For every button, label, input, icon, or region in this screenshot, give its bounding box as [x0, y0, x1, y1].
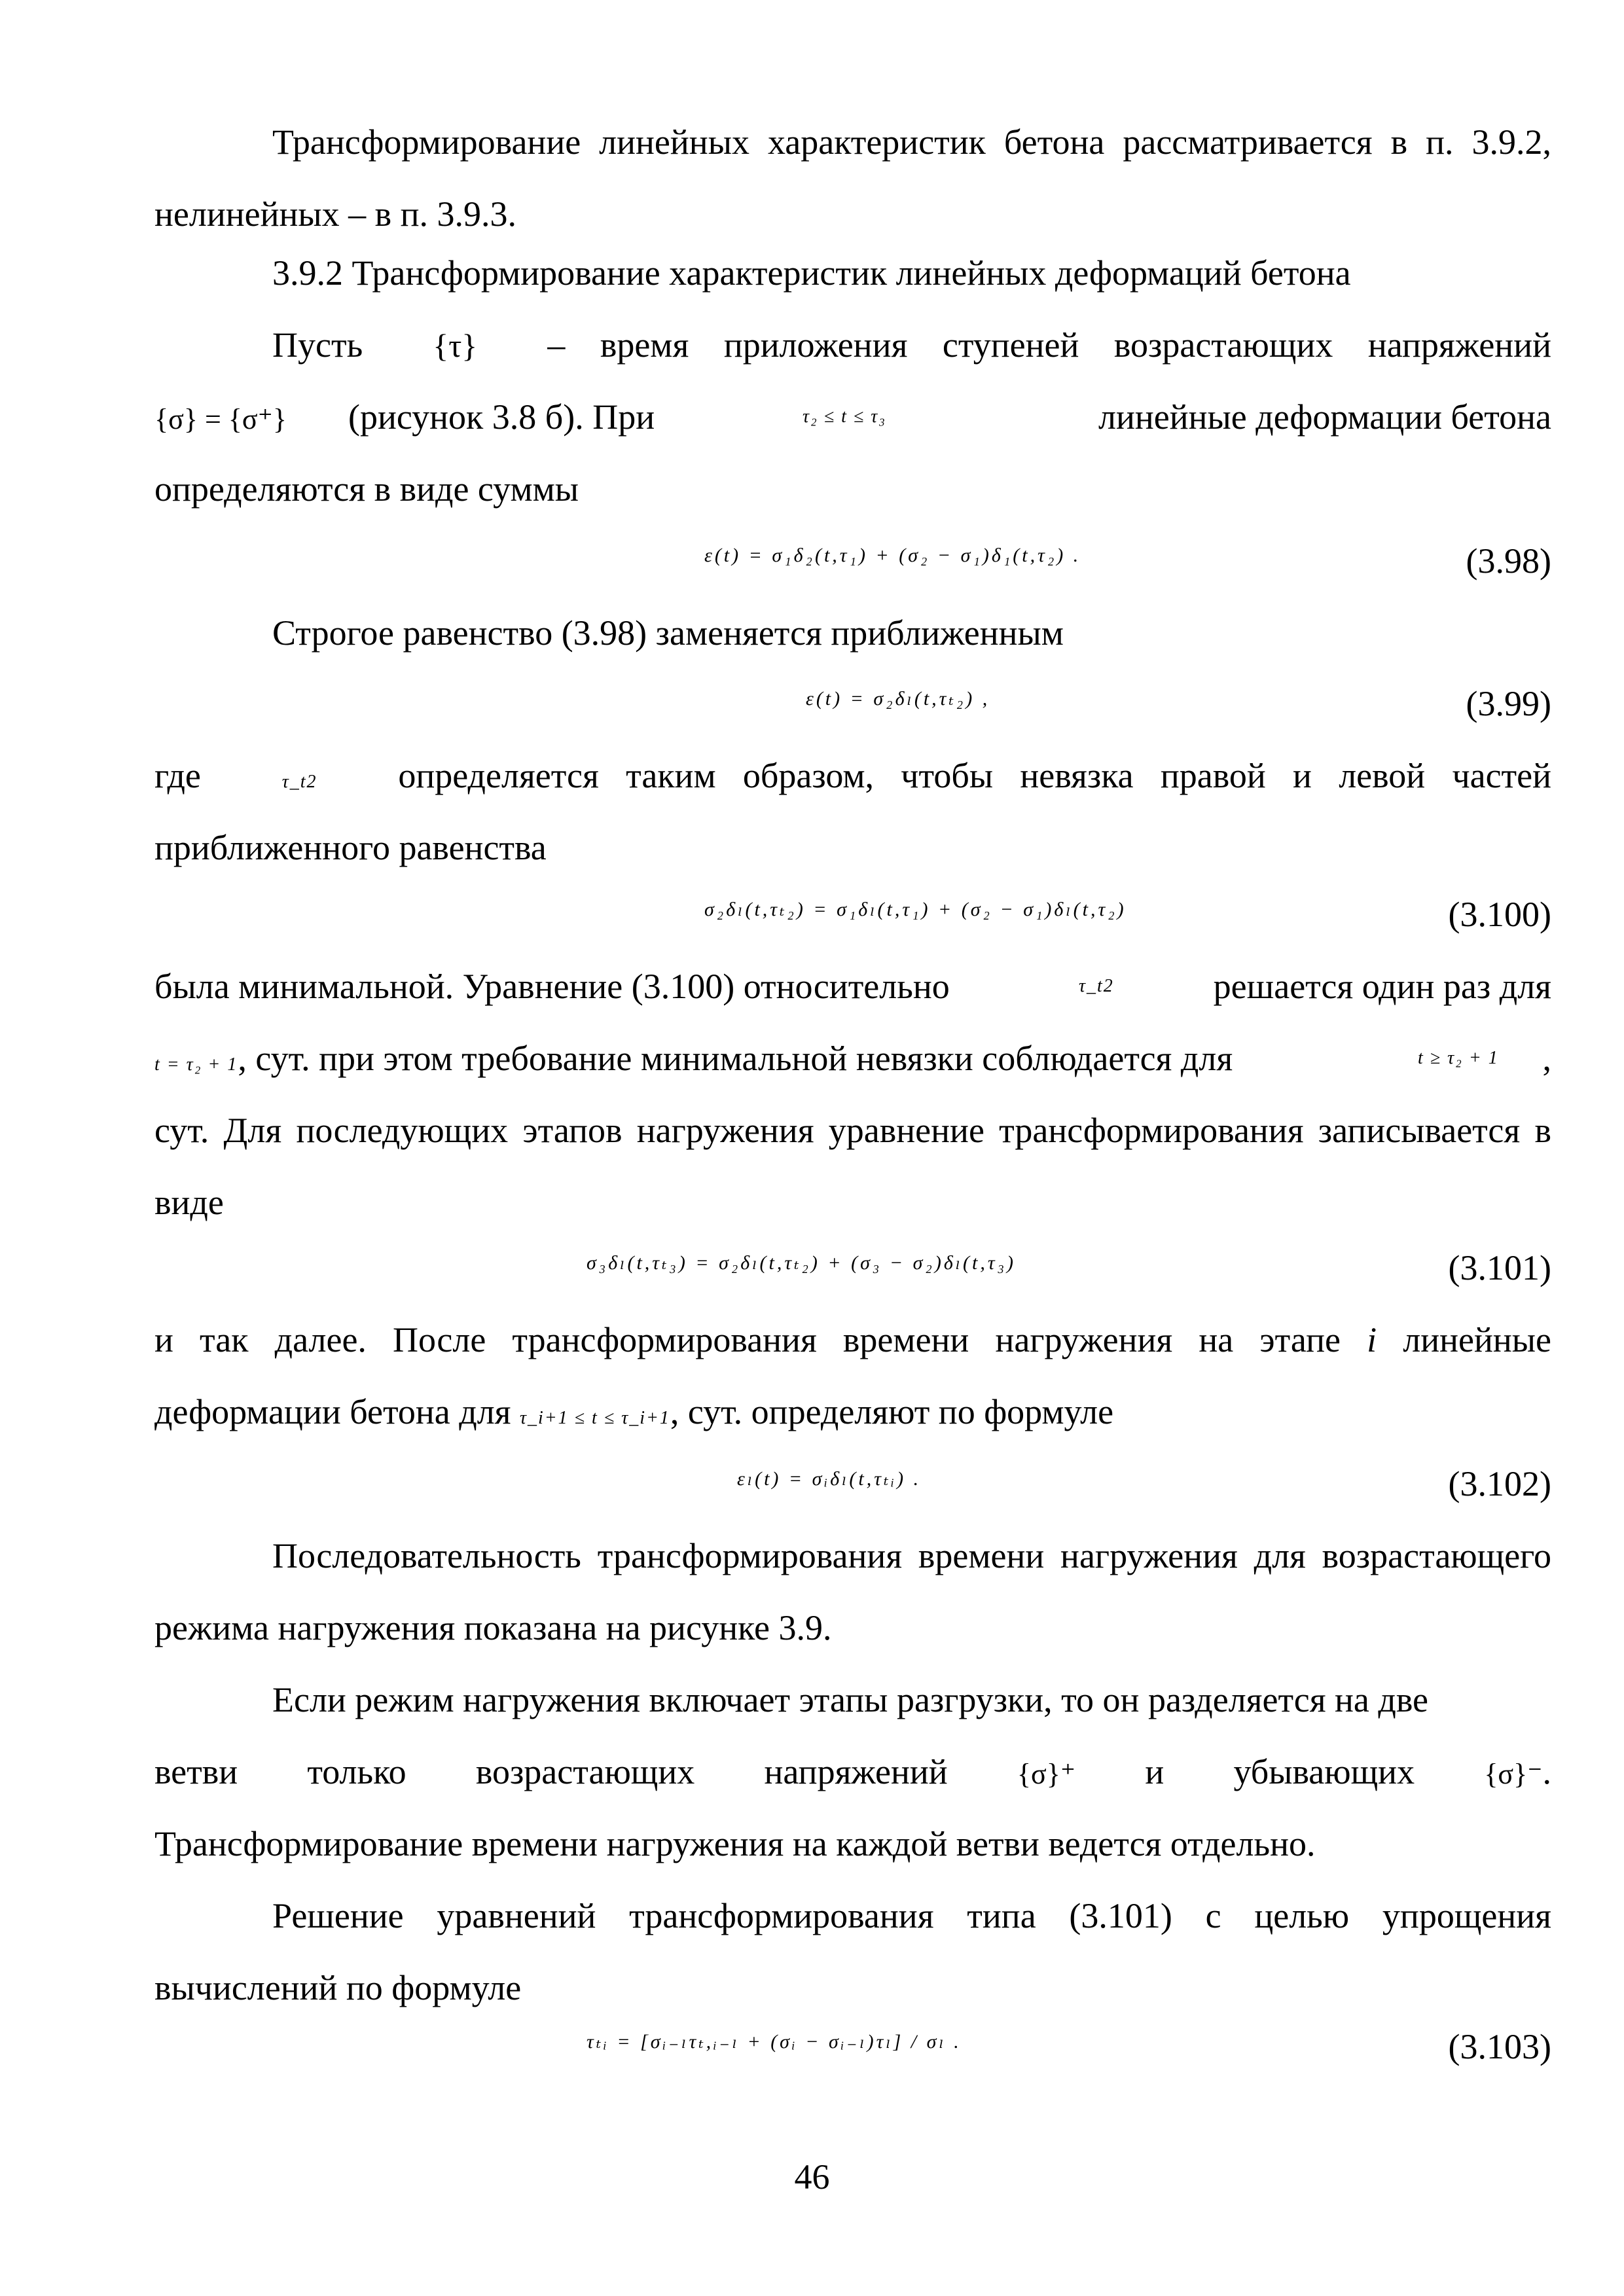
sigma-plus-math: {σ}⁺ [1017, 1758, 1076, 1790]
p6-text-b: линейные [1403, 1320, 1552, 1359]
page-number: 46 [794, 2157, 830, 2197]
equation-3-98 [154, 531, 1551, 590]
equation-3-100-body: σ₂δₗ(t,τₜ₂) = σ₁δₗ(t,τ₁) + (σ₂ − σ₁)δₗ(t,τ₂) [704, 899, 1127, 920]
equation-3-102 [154, 1454, 1551, 1513]
p6-text-c: деформации бетона для [154, 1392, 511, 1431]
tau-t2-math-2: τ_t2 [1079, 976, 1114, 996]
paragraph-4-line-2: приближенного равенства [154, 828, 547, 867]
p6-text-a: и так далее. После трансформирования времени нагружения на этапе [154, 1320, 1341, 1359]
tau-t2-math: τ_t2 [281, 772, 317, 792]
p5-text-b: решается один раз для [1213, 967, 1551, 1006]
sigma-minus-math: {σ}⁻ [1484, 1758, 1543, 1790]
p4-text-b-start: определяется таким образом, чтобы невязка правой и левой частей [398, 756, 1551, 795]
p6-text-d: , сут. определяют по формуле [670, 1392, 1114, 1431]
paragraph-6-line-1 [154, 1304, 1551, 1376]
equation-3-98-body: ε(t) = σ₁δ₂(t,τ₁) + (σ₂ − σ₁)δ₁(t,τ₂) . [704, 545, 1081, 566]
equation-3-103-number: (3.103) [1448, 2027, 1551, 2066]
tau-set-math: {τ} [433, 327, 478, 364]
paragraph-5-line-2 [154, 1022, 1551, 1101]
equation-3-103-body: τₜᵢ = [σᵢ₋ₗτₜ,ᵢ₋ₗ + (σᵢ − σᵢ₋ₗ)τₗ] / σₗ . [586, 2031, 962, 2053]
paragraph-4-line-1 [154, 740, 1551, 818]
paragraph-2-line-3 [154, 453, 1551, 525]
paragraph-2-line-2 [154, 381, 1551, 456]
paragraph-9: Решение уравнений трансформирования типа (3.101) с целью упрощения вычислений по формуле [154, 1896, 1551, 2007]
paragraph-8-line-2: ветви только возрастающих напряжений {σ}⁺ и убывающих {σ}⁻. [154, 1752, 1551, 1791]
p2-text-d: линейные деформации бетона [1098, 397, 1551, 437]
sigma-set-math: {σ} = {σ⁺} [154, 403, 287, 435]
equation-3-99 [154, 674, 1551, 733]
equation-3-101-body: σ₃δₗ(t,τₜ₃) = σ₂δₗ(t,τₜ₂) + (σ₃ − σ₂)δₗ(t,τ₃) [586, 1252, 1017, 1274]
section-heading: 3.9.2 Трансформирование характеристик линейных деформаций бетона [272, 253, 1351, 293]
p2-text-b: – время приложения ступеней возрастающих напряжений [547, 325, 1552, 365]
paragraph-6-line-2 [154, 1376, 1551, 1454]
paragraph-2-line-1 [154, 309, 1551, 382]
equation-3-101-number: (3.101) [1448, 1248, 1551, 1287]
p2-text-a: Пусть [272, 325, 363, 365]
paragraph-5-line-1 [154, 950, 1551, 1022]
equation-3-103 [154, 2017, 1551, 2076]
equation-3-98-number: (3.98) [1466, 541, 1551, 581]
paragraph-5-line-3: сут. Для последующих этапов нагружения уравнение трансформирования записывается в виде [154, 1111, 1551, 1222]
paragraph-8-line-3: Трансформирование времени нагружения на каждой ветви ведется отдельно. [154, 1824, 1316, 1863]
p8-text-b: и убывающих [1145, 1752, 1415, 1791]
p4-text-a: где [154, 756, 201, 795]
equation-3-100-number: (3.100) [1448, 895, 1551, 934]
p2-text-e: определяются в виде суммы [154, 469, 579, 509]
p5-text-c: , сут. при этом требование минимальной невязки соблюдается для [238, 1039, 1233, 1078]
p5-text-d: , [1542, 1039, 1551, 1078]
p5-text-a: была минимальной. Уравнение (3.100) относительно [154, 967, 950, 1006]
p2-text-c: (рисунок 3.8 б). При [348, 397, 655, 437]
p6-text-i: i [1367, 1320, 1377, 1359]
paragraph-intro: Трансформирование линейных характеристик бетона рассматривается в п. 3.9.2, нелинейных – в п. 3.9.3. [154, 122, 1551, 234]
equation-3-102-body: εₗ(t) = σᵢδₗ(t,τₜᵢ) . [737, 1468, 922, 1490]
t-eq-math: t = τ₂ + 1 [154, 1054, 238, 1075]
paragraph-8-line-1: Если режим нагружения включает этапы разгрузки, то он разделяется на две [272, 1680, 1429, 1719]
equation-3-99-body: ε(t) = σ₂δₗ(t,τₜ₂) , [806, 688, 990, 709]
equation-3-100 [154, 885, 1551, 944]
equation-3-101 [154, 1238, 1551, 1297]
equation-3-102-number: (3.102) [1448, 1464, 1551, 1503]
t-ge-math: t ≥ τ₂ + 1 [1418, 1048, 1499, 1068]
equation-3-99-number: (3.99) [1466, 684, 1551, 723]
paragraph-7: Последовательность трансформирования времени нагружения для возрастающего режима нагружения показана на рисунке 3.9. [154, 1536, 1551, 1647]
tau-range-math: τ₂ ≤ t ≤ τ₃ [803, 406, 887, 427]
tau-i-range-math: τ_i+1 ≤ t ≤ τ_i+1 [519, 1408, 670, 1428]
paragraph-3: Строгое равенство (3.98) заменяется приближенным [272, 613, 1064, 653]
